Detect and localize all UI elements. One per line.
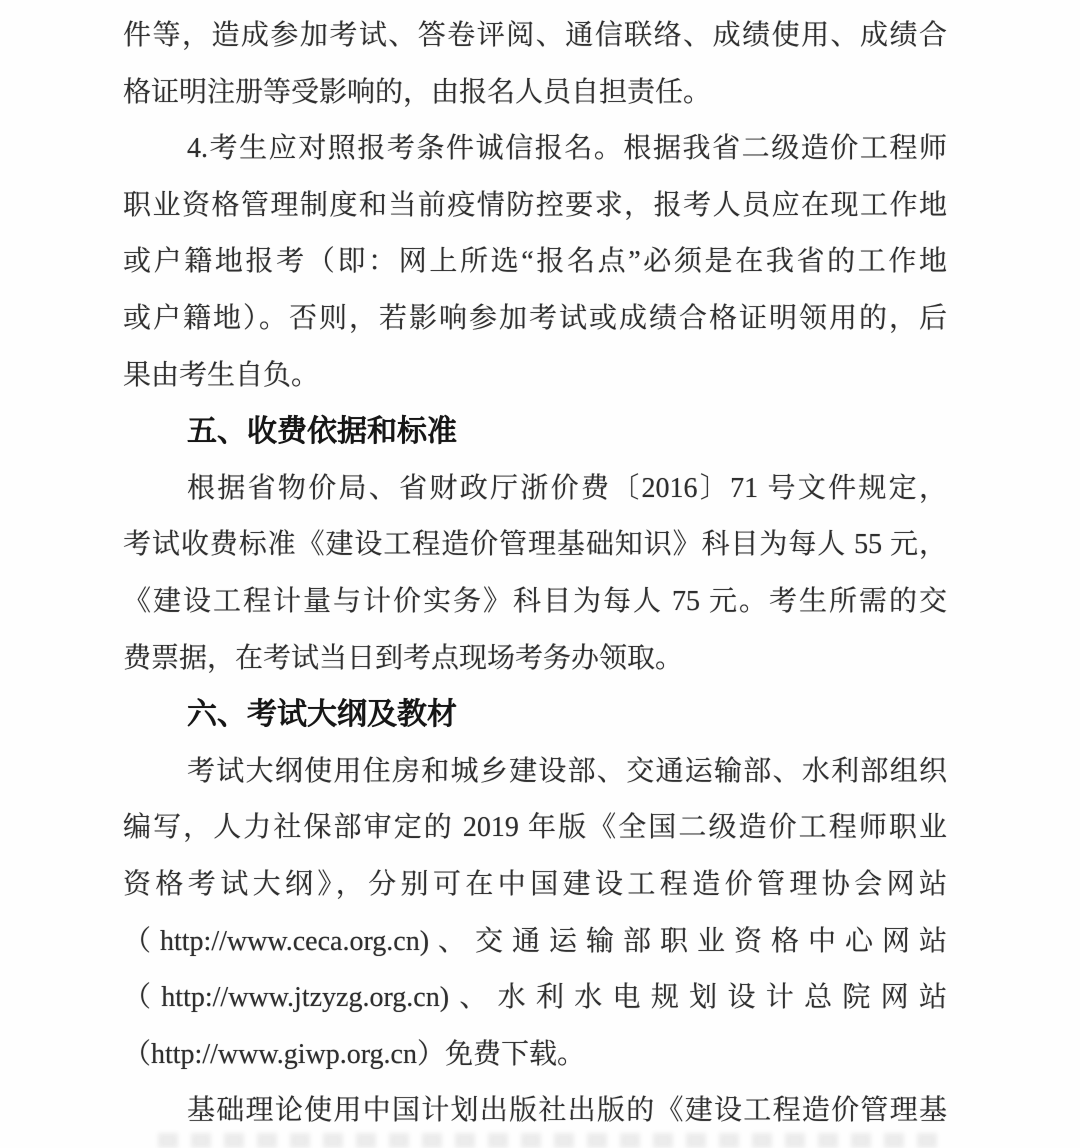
paragraph-line: 《建设工程计量与计价实务》科目为每人 75 元。考生所需的交	[123, 585, 947, 617]
paragraph-line: 或户籍地）。否则，若影响参加考试或成绩合格证明领用的，后	[123, 302, 947, 334]
paragraph-line: 果由考生自负。	[123, 359, 320, 391]
section-heading: 五、收费依据和标准	[187, 415, 457, 449]
paragraph-line: 职业资格管理制度和当前疫情防控要求，报考人员应在现工作地	[123, 189, 947, 221]
paragraph-line: （http://www.giwp.org.cn）免费下载。	[123, 1038, 585, 1070]
paragraph-line: 根据省物价局、省财政厅浙价费〔2016〕71 号文件规定，	[187, 472, 947, 504]
paragraph-line: （http://www.jtzyzg.org.cn)、水利水电规划设计总院网站	[123, 982, 947, 1014]
paragraph-line: 格证明注册等受影响的，由报名人员自担责任。	[123, 76, 712, 108]
paragraph-line: 资格考试大纲》，分别可在中国建设工程造价管理协会网站	[123, 868, 947, 900]
paragraph-line: 考试大纲使用住房和城乡建设部、交通运输部、水利部组织	[187, 755, 947, 787]
clipped-next-line	[158, 1133, 946, 1148]
paragraph-line: 或户籍地报考（即：网上所选“报名点”必须是在我省的工作地	[123, 246, 947, 278]
paragraph-line: 费票据，在考试当日到考点现场考务办领取。	[123, 642, 684, 674]
document-text-block	[123, 8, 947, 1140]
paragraph-line: 4.考生应对照报考条件诚信报名。根据我省二级造价工程师	[187, 133, 947, 165]
section-heading: 六、考试大纲及教材	[187, 698, 457, 732]
paragraph-line: 基础理论使用中国计划出版社出版的《建设工程造价管理基	[187, 1095, 947, 1127]
paragraph-line: 件等，造成参加考试、答卷评阅、通信联络、成绩使用、成绩合	[123, 20, 947, 51]
paragraph-line: 编写，人力社保部审定的 2019 年版《全国二级造价工程师职业	[123, 812, 947, 844]
paragraph-line: （http://www.ceca.org.cn)、交通运输部职业资格中心网站	[123, 925, 947, 957]
paragraph-line: 考试收费标准《建设工程造价管理基础知识》科目为每人 55 元，	[123, 529, 947, 561]
